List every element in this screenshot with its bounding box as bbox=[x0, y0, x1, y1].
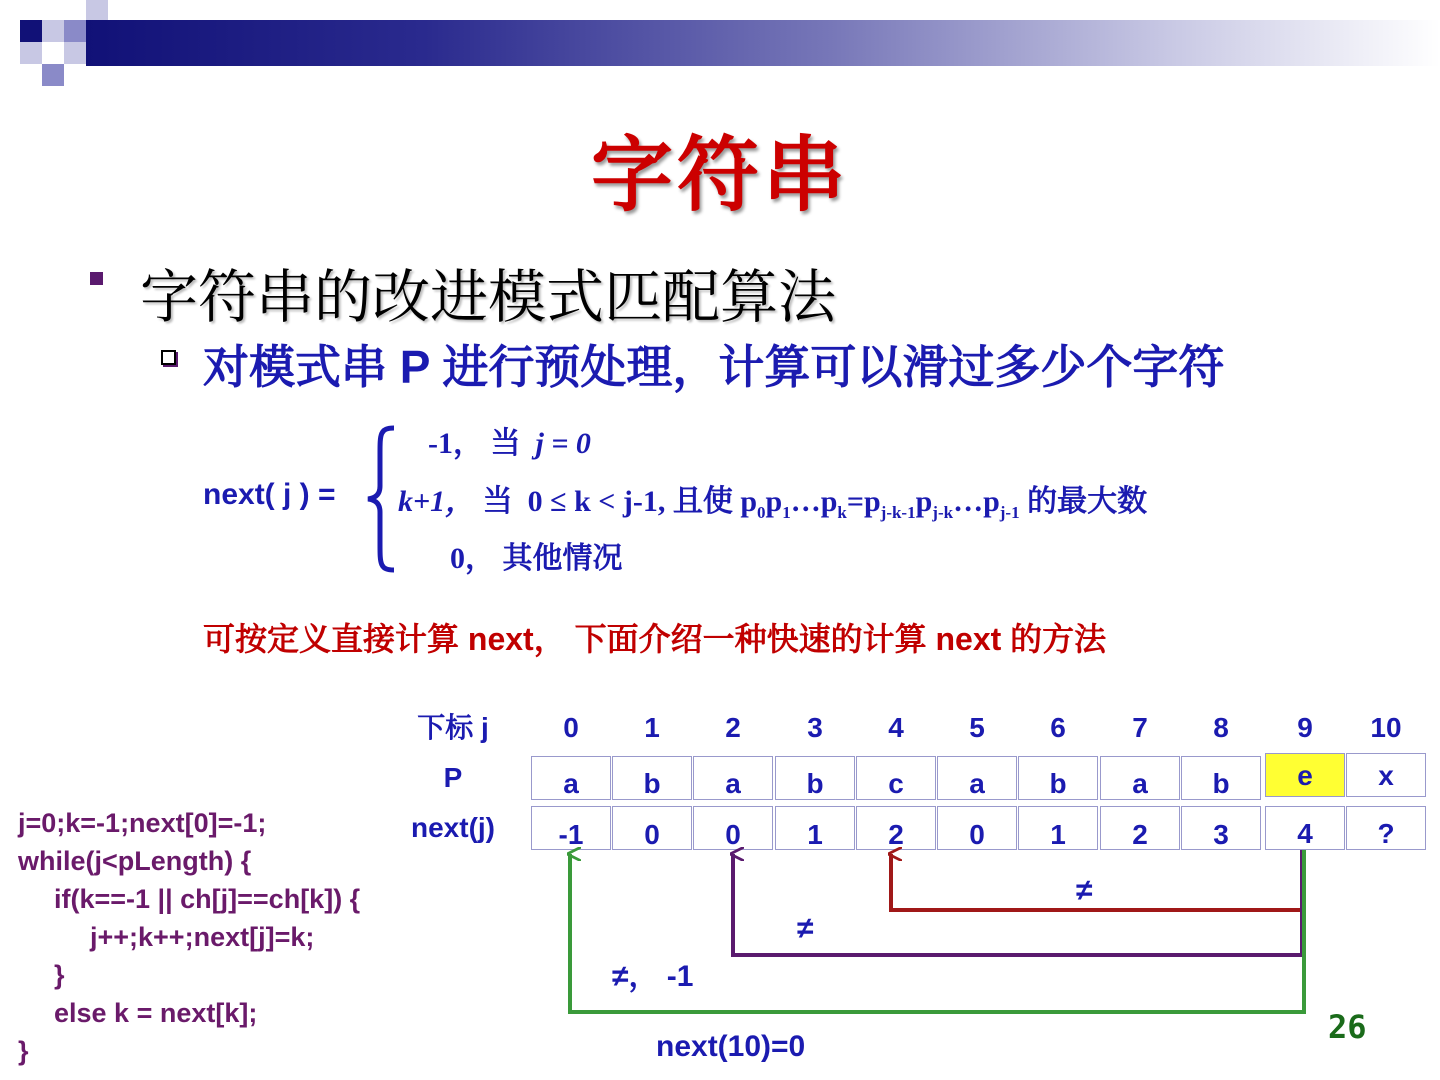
header-decoration bbox=[0, 0, 1440, 90]
case2-when: 当 bbox=[482, 485, 513, 518]
code-line: while(j<pLength) { bbox=[18, 846, 252, 876]
remark-text: 可按定义直接计算 next， 下面介绍一种快速的计算 next 的方法 bbox=[203, 621, 1107, 657]
page-number: 26 bbox=[1328, 1008, 1367, 1046]
next-cell: 1 bbox=[1018, 806, 1098, 850]
next-cell: 4 bbox=[1265, 806, 1345, 850]
bullet-box-icon bbox=[161, 350, 176, 365]
code-line: if(k==-1 || ch[j]==ch[k]) { bbox=[54, 884, 361, 914]
arrow-purple bbox=[733, 850, 1302, 955]
header-gradient-bar bbox=[86, 20, 1440, 66]
bullet-square-icon bbox=[90, 272, 103, 285]
index-cell: 5 bbox=[969, 712, 985, 743]
formula-case-1 bbox=[428, 418, 591, 462]
not-equal-minus-one-label: ≠， -1 bbox=[612, 960, 694, 993]
arrow-red bbox=[891, 850, 1302, 910]
row-label-pattern: P bbox=[443, 762, 463, 793]
next-cell: 0 bbox=[693, 806, 773, 850]
next-cell: 2 bbox=[1100, 806, 1180, 850]
formula-case-2 bbox=[398, 476, 1147, 523]
case1-condition: j = 0 bbox=[535, 427, 591, 460]
case3-when: 其他情况 bbox=[502, 542, 623, 575]
code-line: else k = next[k]; bbox=[54, 998, 258, 1028]
next-cell: 2 bbox=[856, 806, 936, 850]
pattern-cell: b bbox=[1181, 756, 1261, 800]
index-cell: 8 bbox=[1213, 712, 1229, 743]
index-cell: 4 bbox=[888, 712, 904, 743]
result-label: next(10)=0 bbox=[656, 1030, 806, 1063]
header-square bbox=[86, 0, 108, 20]
not-equal-label: ≠ bbox=[1076, 874, 1093, 907]
pattern-cell: c bbox=[856, 756, 936, 800]
index-cell: 3 bbox=[807, 712, 823, 743]
code-line: j=0;k=-1;next[0]=-1; bbox=[18, 808, 267, 838]
not-equal-label: ≠ bbox=[797, 912, 814, 945]
header-square bbox=[20, 42, 42, 64]
row-label-next: next(j) bbox=[411, 812, 495, 843]
index-cell: 10 bbox=[1370, 712, 1402, 743]
formula-lhs-text: next( j ) = bbox=[203, 478, 336, 511]
formula-lhs bbox=[203, 478, 336, 512]
pattern-cell: a bbox=[937, 756, 1017, 800]
case2-tail: 的最大数 bbox=[1027, 485, 1148, 518]
pattern-cell: b bbox=[1018, 756, 1098, 800]
brace-icon bbox=[362, 424, 402, 574]
case1-when: 当 bbox=[490, 427, 521, 460]
next-cell: 1 bbox=[775, 806, 855, 850]
index-cell: 2 bbox=[725, 712, 741, 743]
code-line: j++;k++;next[j]=k; bbox=[90, 922, 315, 952]
pattern-cell: a bbox=[531, 756, 611, 800]
bullet-level2: 对模式串 P 进行预处理，计算可以滑过多少个字符 bbox=[203, 341, 1225, 393]
pattern-cell: x bbox=[1346, 753, 1426, 797]
formula-case-3 bbox=[450, 533, 623, 577]
pattern-cell: b bbox=[775, 756, 855, 800]
index-cell: 6 bbox=[1050, 712, 1066, 743]
case2-value: k+1， bbox=[398, 485, 476, 518]
pattern-cell: e bbox=[1265, 753, 1345, 797]
pattern-cell: a bbox=[1100, 756, 1180, 800]
header-square bbox=[64, 42, 86, 64]
next-cell: ? bbox=[1346, 806, 1426, 850]
header-square bbox=[64, 20, 86, 42]
index-cell: 9 bbox=[1297, 712, 1313, 743]
next-cell: -1 bbox=[531, 806, 611, 850]
header-square bbox=[42, 20, 64, 42]
case2-expression: $p_0p_1\dots p_k=p_{j-k-1}p_{j-k}\dots p_{j-1}$ bbox=[740, 485, 1020, 522]
index-cell: 1 bbox=[644, 712, 660, 743]
next-cell: 0 bbox=[612, 806, 692, 850]
row-label-index: 下标 j bbox=[417, 712, 489, 743]
next-cell: 0 bbox=[937, 806, 1017, 850]
header-square bbox=[42, 64, 64, 86]
case3-value: 0， bbox=[450, 542, 495, 575]
case2-and: 且使 bbox=[672, 485, 733, 518]
index-cell: 0 bbox=[563, 712, 579, 743]
case1-value: -1， bbox=[428, 427, 483, 460]
code-line: } bbox=[18, 1036, 29, 1066]
header-square bbox=[20, 20, 42, 42]
header-square bbox=[42, 42, 64, 64]
next-cell: 3 bbox=[1181, 806, 1261, 850]
pattern-cell: a bbox=[693, 756, 773, 800]
slide-title: 字符串 bbox=[590, 130, 849, 221]
case2-condition: 0 ≤ k < j-1, bbox=[527, 485, 666, 518]
index-cell: 7 bbox=[1132, 712, 1148, 743]
pattern-cell: b bbox=[612, 756, 692, 800]
bullet-level1: 字符串的改进模式匹配算法 bbox=[140, 265, 837, 330]
code-line: } bbox=[54, 960, 65, 990]
